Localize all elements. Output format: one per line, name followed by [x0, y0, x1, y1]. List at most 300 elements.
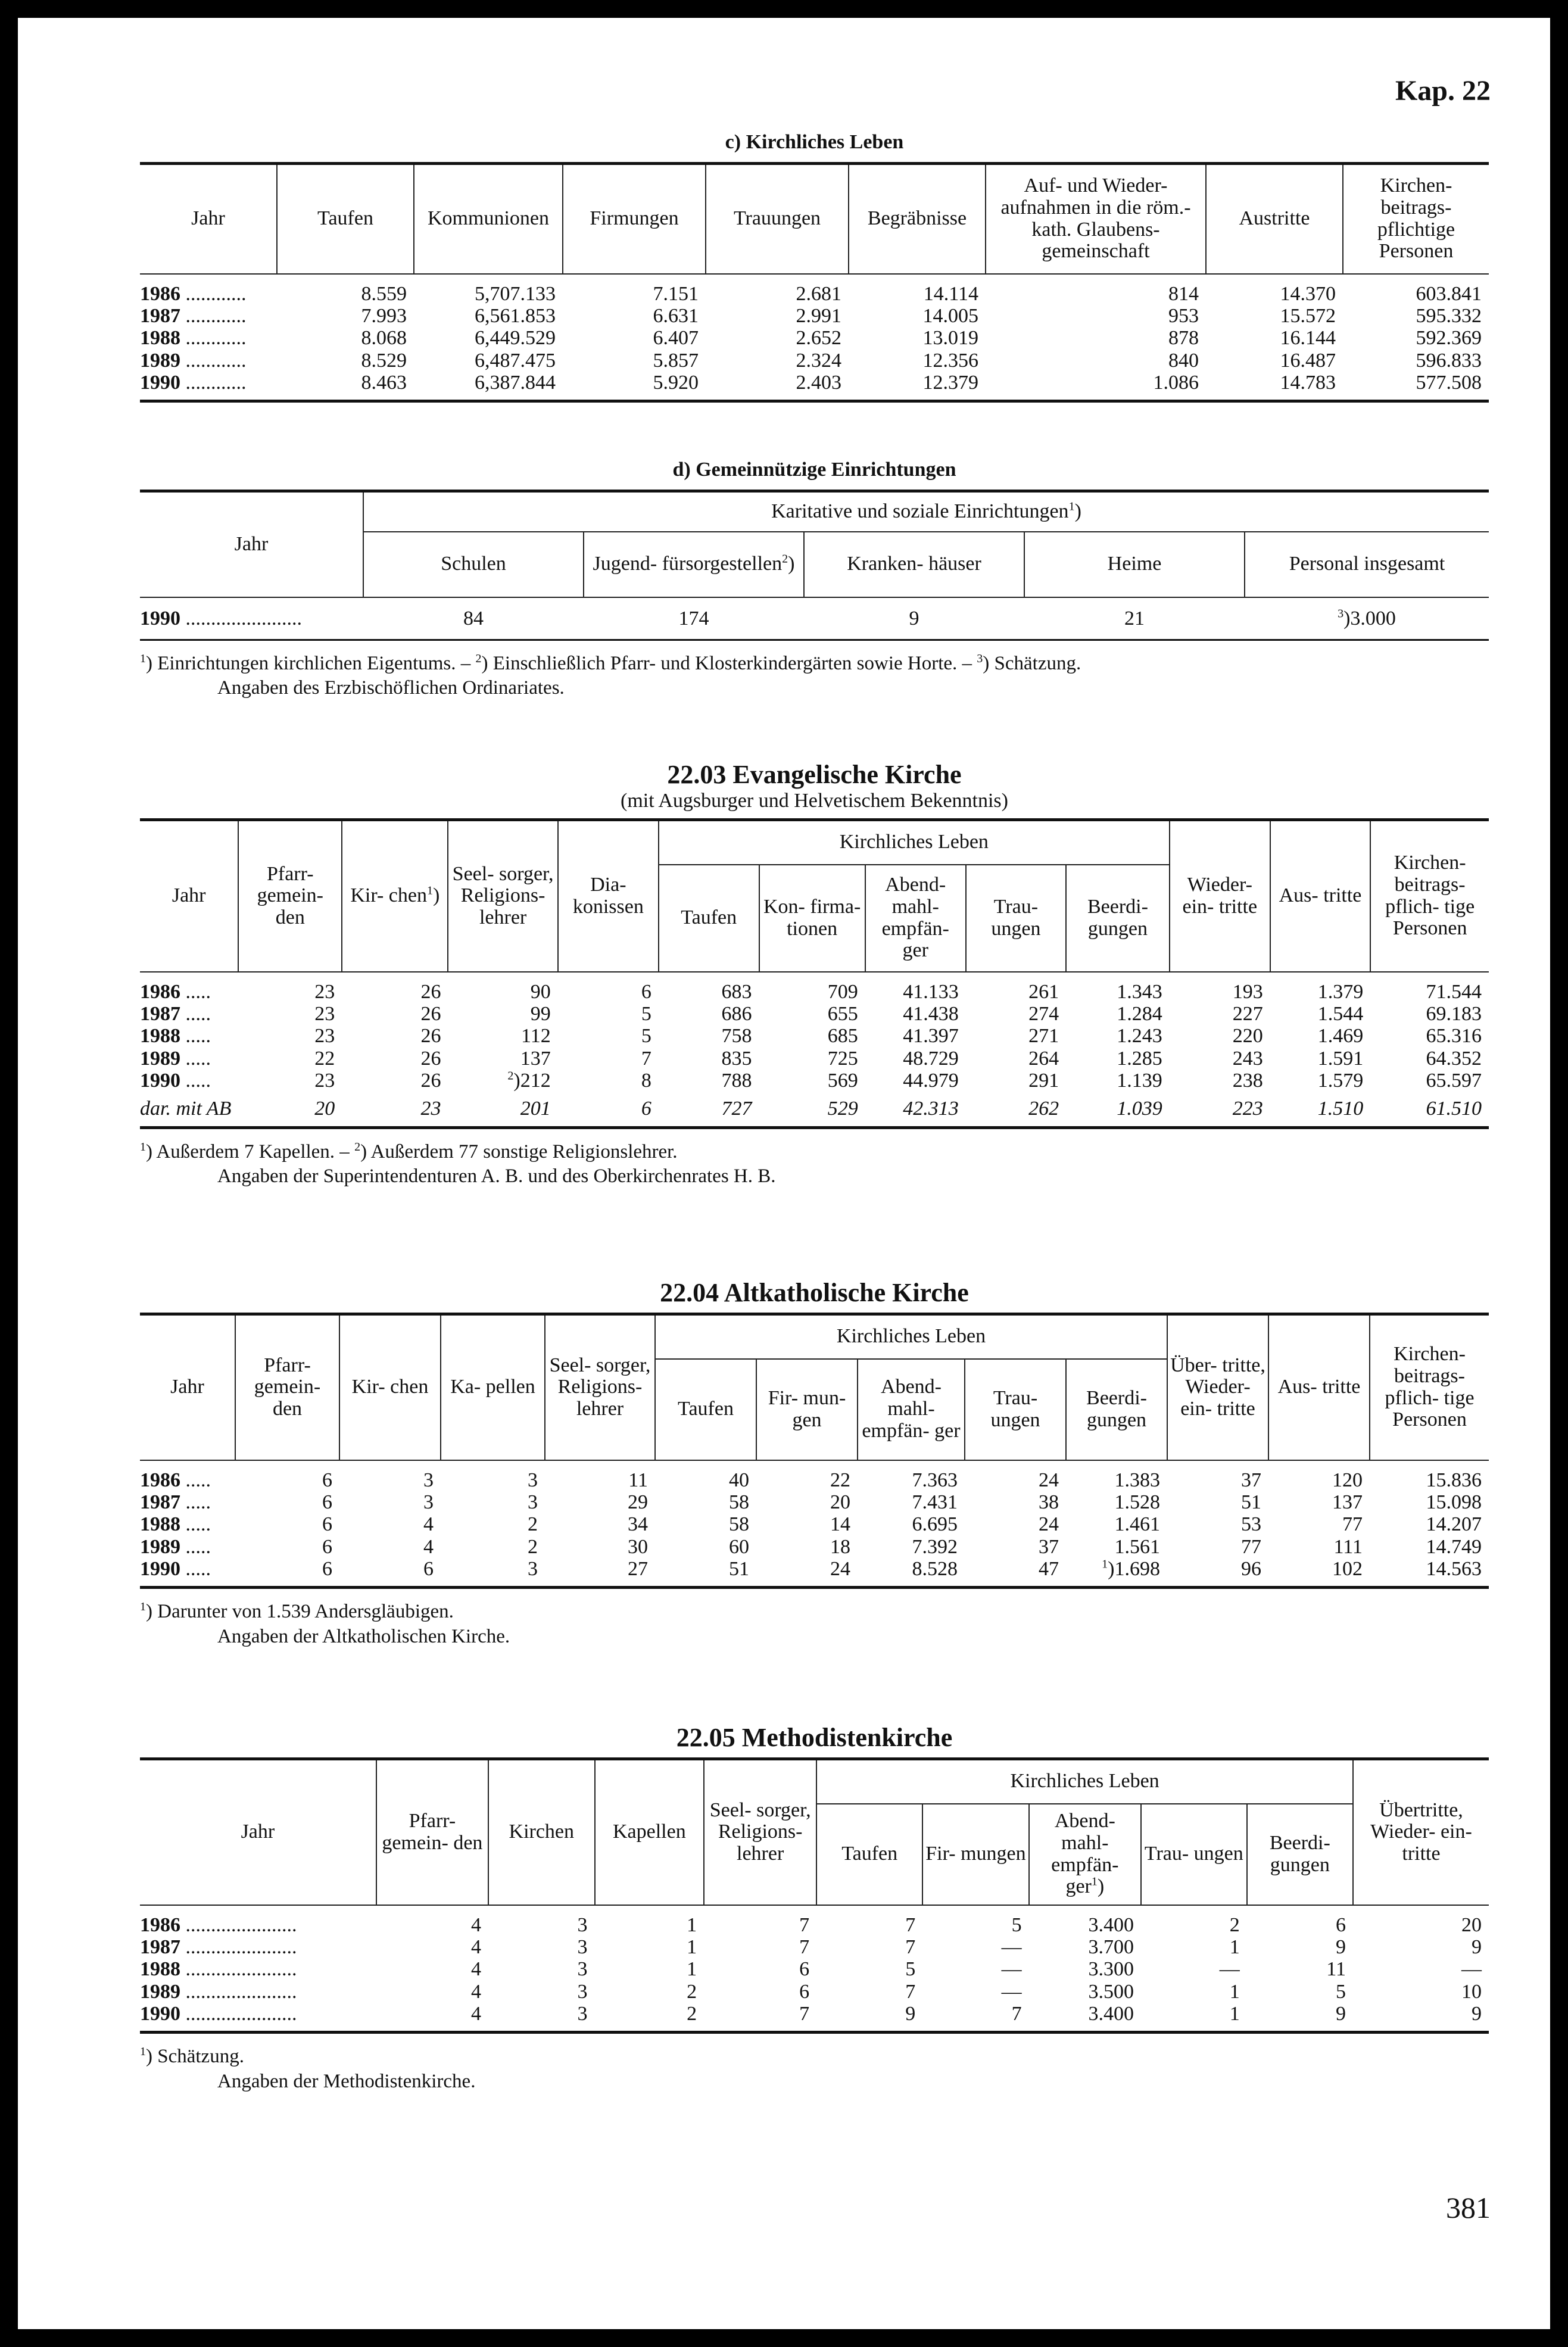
- value-cell: 8.528: [912, 1558, 958, 1581]
- value-cell: 1.284: [1117, 1002, 1162, 1025]
- value-cell: 685: [827, 1025, 858, 1048]
- value-cell: 6: [1335, 1913, 1346, 1936]
- col-header: Taufen: [277, 164, 414, 274]
- value-cell: 1.379: [1317, 980, 1364, 1003]
- value-cell: 7: [905, 1913, 916, 1936]
- value-cell: 1.039: [1117, 1098, 1162, 1120]
- section-title: 22.05 Methodistenkirche: [676, 1723, 953, 1752]
- value-cell: 725: [827, 1047, 858, 1070]
- col-header: Jahr: [140, 820, 238, 972]
- value-cell: 53: [1241, 1513, 1261, 1536]
- section-title: 22.03 Evangelische Kirche: [667, 760, 962, 789]
- year-cell: 1987 ......................: [140, 1935, 297, 1958]
- chapter-label: Kap. 22: [1395, 75, 1491, 107]
- section-gemeinnuetzige-einrichtungen: [140, 459, 1489, 701]
- section-altkatholische-kirche: [140, 1277, 1489, 1649]
- value-cell: 48.729: [903, 1047, 959, 1070]
- value-cell: 6.407: [653, 327, 699, 350]
- value-cell: 47: [1039, 1558, 1059, 1581]
- section-title: d) Gemeinnützige Einrichtungen: [672, 459, 956, 481]
- table-row: [140, 350, 1489, 372]
- value-cell: 686: [721, 1002, 752, 1025]
- value-cell: 7: [799, 1913, 810, 1936]
- value-cell: —: [1219, 1958, 1240, 1981]
- value-cell: 6.695: [912, 1513, 958, 1536]
- value-cell: 11: [1326, 1958, 1346, 1981]
- value-cell: —: [1461, 1958, 1482, 1981]
- table-row: [140, 1491, 1489, 1513]
- value-cell: 2: [687, 2003, 697, 2025]
- value-cell: 7: [799, 1935, 810, 1958]
- value-cell: 14.207: [1426, 1513, 1482, 1536]
- table-row: [140, 1513, 1489, 1535]
- value-cell: 569: [827, 1070, 858, 1092]
- value-cell: 727: [721, 1098, 752, 1120]
- group-header: Kirchliches Leben: [655, 1314, 1167, 1359]
- year-cell: 1986 .....: [140, 1469, 211, 1491]
- section-subtitle: (mit Augsburger und Helvetischem Bekenntnis): [621, 790, 1008, 812]
- value-cell: 8.559: [361, 282, 407, 305]
- value-cell: 1.528: [1114, 1491, 1160, 1513]
- value-cell: 41.133: [903, 980, 959, 1003]
- value-cell: 1: [1229, 2003, 1240, 2025]
- value-cell: 7.431: [912, 1491, 958, 1513]
- col-header: Pfarr- gemein- den: [376, 1759, 488, 1905]
- value-cell: 23: [314, 980, 335, 1003]
- value-cell: 96: [1241, 1558, 1261, 1581]
- value-cell: 26: [420, 980, 441, 1003]
- value-cell: 6,387.844: [475, 372, 556, 394]
- table-kirchliches-leben: [140, 162, 1489, 403]
- col-header: Austritte: [1206, 164, 1343, 274]
- value-cell: 65.316: [1426, 1025, 1482, 1048]
- value-cell: 99: [530, 1002, 551, 1025]
- value-cell: 20: [1461, 1913, 1482, 1936]
- table-evangelische-kirche: [140, 818, 1489, 1129]
- col-header: Kranken- häuser: [804, 532, 1024, 597]
- value-cell: 1: [687, 1935, 697, 1958]
- col-header: Abend- mahl- empfän- ger$^1$): [1029, 1804, 1141, 1905]
- value-cell: 5: [641, 1025, 651, 1048]
- value-cell: 58: [729, 1513, 749, 1536]
- col-header: Taufen: [816, 1804, 922, 1905]
- value-cell: 2: [528, 1513, 538, 1536]
- section-title: c) Kirchliches Leben: [725, 131, 904, 153]
- value-cell: 5: [905, 1958, 916, 1981]
- value-cell: 683: [721, 980, 752, 1003]
- value-cell: 11: [628, 1469, 648, 1491]
- value-cell: 2.324: [796, 349, 841, 372]
- value-cell: —: [1001, 1935, 1022, 1958]
- year-cell: 1987 .....: [140, 1491, 211, 1513]
- value-cell: 1.469: [1317, 1025, 1364, 1048]
- value-cell: 3: [577, 1935, 588, 1958]
- col-header: Fir- mungen: [922, 1804, 1028, 1905]
- value-cell: 5: [641, 1002, 651, 1025]
- value-cell: 16.144: [1280, 327, 1336, 350]
- footnotes: $^1$) Schätzung. Angaben der Methodistenkirche.: [140, 2044, 1489, 2094]
- value-cell: 20: [314, 1098, 335, 1120]
- value-cell: 8.529: [361, 349, 407, 372]
- value-cell: 51: [1241, 1491, 1261, 1513]
- value-cell: 90: [530, 980, 551, 1003]
- table-methodistenkirche: [140, 1757, 1489, 2034]
- value-cell: 22: [830, 1469, 850, 1491]
- footnotes: $^1$) Außerdem 7 Kapellen. – $^2$) Außerdem 77 sonstige Religionslehrer. Angaben der Superintendenturen A. B. und des Oberkirchenrates H. B.: [140, 1140, 1489, 1189]
- value-cell: 16.487: [1280, 349, 1336, 372]
- value-cell: 14.370: [1280, 282, 1336, 305]
- value-cell: 7: [799, 2003, 810, 2025]
- value-cell: 20: [830, 1491, 850, 1513]
- value-cell: 6: [423, 1558, 434, 1581]
- year-cell: 1990 ............: [140, 372, 247, 394]
- group-header: Karitative und soziale Einrichtungen$^1$): [363, 491, 1489, 532]
- value-cell: 27: [628, 1558, 648, 1581]
- value-cell: 30: [628, 1535, 648, 1558]
- value-cell: 223: [1232, 1098, 1263, 1120]
- value-cell: 8.463: [361, 372, 407, 394]
- value-cell: 227: [1232, 1002, 1263, 1025]
- value-cell: 655: [827, 1002, 858, 1025]
- col-header: Kirchen- beitrags- pflich- tige Personen: [1370, 820, 1489, 972]
- value-cell: 10: [1461, 1980, 1482, 2003]
- value-cell: 6: [799, 1958, 810, 1981]
- value-cell: 6: [322, 1469, 332, 1491]
- value-cell: 3: [423, 1491, 434, 1513]
- table-row: [140, 1003, 1489, 1025]
- value-cell: 3.700: [1088, 1935, 1134, 1958]
- value-cell: 42.313: [903, 1098, 959, 1120]
- col-header: Seel- sorger, Religions- lehrer: [545, 1314, 655, 1460]
- col-header: Jugend- fürsorgestellen$^2$): [584, 532, 804, 597]
- value-cell: 111: [1333, 1535, 1363, 1558]
- year-cell: 1988 ............: [140, 327, 247, 350]
- value-cell: 7: [905, 1980, 916, 2003]
- table-row: [140, 372, 1489, 401]
- col-header: Pfarr- gemein- den: [235, 1314, 339, 1460]
- year-cell: 1987 .....: [140, 1002, 211, 1025]
- value-cell: 15.836: [1426, 1469, 1482, 1491]
- year-cell: 1989 .....: [140, 1047, 211, 1070]
- value-cell: 3: [423, 1469, 434, 1491]
- value-cell: 1: [687, 1958, 697, 1981]
- col-header: Taufen: [659, 865, 759, 972]
- table-row: [140, 1958, 1489, 1980]
- value-cell: 3: [528, 1491, 538, 1513]
- value-cell: 26: [420, 1047, 441, 1070]
- value-cell: 220: [1232, 1025, 1263, 1048]
- value-cell: 6: [641, 980, 651, 1003]
- value-cell: 26: [420, 1070, 441, 1092]
- value-cell: 6: [641, 1098, 651, 1120]
- value-cell: 1: [1229, 1980, 1240, 2003]
- value-cell: 6,449.529: [475, 327, 556, 350]
- value-cell: 6,487.475: [475, 349, 556, 372]
- value-cell: 1.383: [1114, 1469, 1160, 1491]
- value-cell: 60: [729, 1535, 749, 1558]
- col-header: Ka- pellen: [441, 1314, 545, 1460]
- value-cell: 69.183: [1426, 1002, 1482, 1025]
- value-cell: 2: [1229, 1913, 1240, 1936]
- value-cell: 12.356: [922, 349, 978, 372]
- value-cell: 9: [1335, 2003, 1346, 2025]
- group-header: Kirchliches Leben: [659, 820, 1170, 865]
- value-cell: 709: [827, 980, 858, 1003]
- value-cell: 29: [628, 1491, 648, 1513]
- value-cell: 14.783: [1280, 372, 1336, 394]
- table-row: [140, 1936, 1489, 1958]
- value-cell: 7: [1011, 2003, 1022, 2025]
- col-header: Abend- mahl- empfän- ger: [865, 865, 966, 972]
- section-kirchliches-leben: [140, 131, 1489, 403]
- col-header: Aus- tritte: [1270, 820, 1371, 972]
- col-header: Dia- konissen: [558, 820, 659, 972]
- year-cell: 1987 ............: [140, 304, 247, 327]
- col-header: Aus- tritte: [1268, 1314, 1370, 1460]
- row-label: dar. mit AB: [140, 1098, 232, 1120]
- col-header: Jahr: [140, 164, 277, 274]
- col-header: Kirchen: [488, 1759, 594, 1905]
- col-header: Seel- sorger, Religions- lehrer: [448, 820, 557, 972]
- table-row: [140, 981, 1489, 1003]
- value-cell: 15.098: [1426, 1491, 1482, 1513]
- source-note: Angaben der Altkatholischen Kirche.: [217, 1625, 510, 1647]
- year-cell: 1989 .....: [140, 1535, 211, 1558]
- col-header: Über- tritte, Wieder- ein- tritte: [1167, 1314, 1268, 1460]
- value-cell: 1.461: [1114, 1513, 1160, 1536]
- value-cell: 7.392: [912, 1535, 958, 1558]
- value-cell: 1: [687, 1913, 697, 1936]
- table-row: [140, 1558, 1489, 1588]
- table-row: 1990 ....................... 84 174 9 21 $^3$)3.000: [140, 607, 1396, 629]
- value-cell: 9: [1472, 2003, 1482, 2025]
- col-header: Seel- sorger, Religions- lehrer: [704, 1759, 816, 1905]
- value-cell: 1.285: [1117, 1047, 1162, 1070]
- value-cell: 23: [314, 1025, 335, 1048]
- table-row: [140, 2003, 1489, 2033]
- col-header: Kirchen- beitrags- pflich- tige Personen: [1370, 1314, 1489, 1460]
- value-cell: 1.510: [1317, 1098, 1364, 1120]
- value-cell: 3.400: [1088, 2003, 1134, 2025]
- value-cell: 1.579: [1317, 1070, 1364, 1092]
- value-cell: 18: [830, 1535, 850, 1558]
- value-cell: 26: [420, 1002, 441, 1025]
- col-header: Kir- chen$^1$): [342, 820, 448, 972]
- value-cell: 23: [314, 1070, 335, 1092]
- col-header: Heime: [1024, 532, 1245, 597]
- value-cell: 577.508: [1416, 372, 1482, 394]
- value-cell: 4: [423, 1513, 434, 1536]
- col-header: Wieder- ein- tritte: [1170, 820, 1270, 972]
- value-cell: 4: [471, 1958, 482, 1981]
- value-cell: 64.352: [1426, 1047, 1482, 1070]
- value-cell: 2.652: [796, 327, 841, 350]
- value-cell: 102: [1332, 1558, 1363, 1581]
- col-header: Abend- mahl- empfän- ger: [858, 1359, 965, 1460]
- year-cell: 1990 ......................: [140, 2003, 297, 2025]
- value-cell: 264: [1028, 1047, 1059, 1070]
- table-row: [140, 1981, 1489, 2003]
- value-cell: 12.379: [922, 372, 978, 394]
- table-row: [140, 1536, 1489, 1558]
- section-title: 22.04 Altkatholische Kirche: [660, 1278, 969, 1307]
- value-cell: 8: [641, 1070, 651, 1092]
- value-cell: —: [1001, 1958, 1022, 1981]
- col-header: Trau- ungen: [966, 865, 1066, 972]
- page-number: 381: [1446, 2191, 1491, 2224]
- section-methodistenkirche: [140, 1722, 1489, 2094]
- table-row: [140, 1469, 1489, 1491]
- col-header: Kirchen- beitrags- pflichtige Personen: [1343, 164, 1489, 274]
- year-cell: 1986 ............: [140, 282, 247, 305]
- value-cell: 595.332: [1416, 304, 1482, 327]
- col-header: Firmungen: [563, 164, 706, 274]
- table-row: [140, 1070, 1489, 1092]
- value-cell: 14.563: [1426, 1558, 1482, 1581]
- value-cell: 7.993: [361, 304, 407, 327]
- value-cell: 243: [1232, 1047, 1263, 1070]
- value-cell: 6,561.853: [475, 304, 556, 327]
- value-cell: 6: [322, 1513, 332, 1536]
- value-cell: 61.510: [1426, 1098, 1482, 1120]
- value-cell: 6: [322, 1491, 332, 1513]
- value-cell: 3: [577, 1958, 588, 1981]
- value-cell: 14.114: [923, 282, 978, 305]
- value-cell: 835: [721, 1047, 752, 1070]
- value-cell: $^1$)1.698: [1102, 1557, 1160, 1581]
- year-cell: 1988 .....: [140, 1025, 211, 1048]
- value-cell: 2: [528, 1535, 538, 1558]
- value-cell: 6: [799, 1980, 810, 2003]
- value-cell: $^2$)212: [507, 1069, 551, 1092]
- value-cell: 23: [420, 1098, 441, 1120]
- value-cell: 5: [1335, 1980, 1346, 2003]
- value-cell: 9: [1472, 1935, 1482, 1958]
- table-row-dar-ab: [140, 1092, 1489, 1127]
- table-row: [140, 1048, 1489, 1070]
- value-cell: 137: [1332, 1491, 1363, 1513]
- value-cell: 3: [577, 2003, 588, 2025]
- col-header: Trauungen: [706, 164, 849, 274]
- year-cell: 1989 ......................: [140, 1980, 297, 2003]
- value-cell: 201: [520, 1098, 551, 1120]
- table-altkatholische-kirche: [140, 1313, 1489, 1589]
- value-cell: 758: [721, 1025, 752, 1048]
- value-cell: 2.991: [796, 304, 841, 327]
- value-cell: 23: [314, 1002, 335, 1025]
- value-cell: 4: [423, 1535, 434, 1558]
- value-cell: 41.438: [903, 1002, 959, 1025]
- value-cell: —: [1001, 1980, 1022, 2003]
- col-header: Fir- mun- gen: [756, 1359, 858, 1460]
- value-cell: 3.500: [1088, 1980, 1134, 2003]
- col-header: Kapellen: [595, 1759, 704, 1905]
- year-cell: 1988 ......................: [140, 1958, 297, 1981]
- col-header: Begräbnisse: [849, 164, 986, 274]
- value-cell: 7.151: [653, 282, 699, 305]
- value-cell: 4: [471, 1935, 482, 1958]
- year-cell: 1990 .....: [140, 1070, 211, 1092]
- value-cell: 788: [721, 1070, 752, 1092]
- value-cell: 40: [729, 1469, 749, 1491]
- col-header: Beerdi- gungen: [1066, 865, 1170, 972]
- value-cell: 26: [420, 1025, 441, 1048]
- col-header: Personal insgesamt: [1245, 532, 1489, 597]
- footnotes: $^1$) Darunter von 1.539 Andersgläubigen. Angaben der Altkatholischen Kirche.: [140, 1600, 1489, 1649]
- value-cell: 1.561: [1114, 1535, 1160, 1558]
- value-cell: 34: [628, 1513, 648, 1536]
- col-header: Kommunionen: [414, 164, 563, 274]
- value-cell: 7: [641, 1047, 651, 1070]
- value-cell: 5,707.133: [475, 282, 556, 305]
- value-cell: 38: [1039, 1491, 1059, 1513]
- value-cell: 3.400: [1088, 1913, 1134, 1936]
- col-header: Jahr: [140, 1759, 376, 1905]
- page: [18, 18, 1550, 2329]
- value-cell: 592.369: [1416, 327, 1482, 350]
- col-header: Trau- ungen: [965, 1359, 1066, 1460]
- value-cell: 4: [471, 1980, 482, 2003]
- value-cell: 112: [521, 1025, 551, 1048]
- col-header: Beerdi- gungen: [1247, 1804, 1353, 1905]
- table-row: [140, 283, 1489, 305]
- value-cell: 193: [1232, 980, 1263, 1003]
- value-cell: 77: [1342, 1513, 1363, 1536]
- value-cell: 262: [1028, 1098, 1059, 1120]
- value-cell: 291: [1028, 1070, 1059, 1092]
- value-cell: 4: [471, 1913, 482, 1936]
- value-cell: 7.363: [912, 1469, 958, 1491]
- value-cell: 24: [1039, 1469, 1059, 1491]
- value-cell: 44.979: [903, 1070, 959, 1092]
- value-cell: 3: [528, 1558, 538, 1581]
- table-gemeinnuetzige: [140, 490, 1489, 641]
- col-header: Taufen: [655, 1359, 756, 1460]
- value-cell: 3.300: [1088, 1958, 1134, 1981]
- year-cell: 1986 ......................: [140, 1913, 297, 1936]
- value-cell: 14.749: [1426, 1535, 1482, 1558]
- value-cell: 6.631: [653, 304, 699, 327]
- value-cell: 37: [1039, 1535, 1059, 1558]
- value-cell: 37: [1241, 1469, 1261, 1491]
- col-header: Auf- und Wieder- aufnahmen in die röm.-kath. Glaubens- gemeinschaft: [986, 164, 1206, 274]
- col-header: Jahr: [140, 1314, 235, 1460]
- value-cell: 7: [905, 1935, 916, 1958]
- value-cell: 603.841: [1416, 282, 1482, 305]
- col-header: Kir- chen: [339, 1314, 441, 1460]
- value-cell: 14.005: [922, 304, 978, 327]
- value-cell: 1.086: [1153, 372, 1199, 394]
- value-cell: 13.019: [922, 327, 978, 350]
- value-cell: 814: [1168, 282, 1199, 305]
- value-cell: 9: [1335, 1935, 1346, 1958]
- value-cell: 22: [314, 1047, 335, 1070]
- value-cell: 137: [520, 1047, 551, 1070]
- value-cell: 5.920: [653, 372, 699, 394]
- table-row: [140, 1914, 1489, 1936]
- value-cell: 14: [830, 1513, 850, 1536]
- value-cell: 1.343: [1117, 980, 1162, 1003]
- source-note: Angaben der Superintendenturen A. B. und des Oberkirchenrates H. B.: [217, 1165, 776, 1187]
- col-header: Schulen: [363, 532, 584, 597]
- value-cell: 8.068: [361, 327, 407, 350]
- col-header: Beerdi- gungen: [1066, 1359, 1167, 1460]
- value-cell: 2: [687, 1980, 697, 2003]
- value-cell: 58: [729, 1491, 749, 1513]
- value-cell: 2.403: [796, 372, 841, 394]
- year-cell: 1989 ............: [140, 349, 247, 372]
- value-cell: 2.681: [796, 282, 841, 305]
